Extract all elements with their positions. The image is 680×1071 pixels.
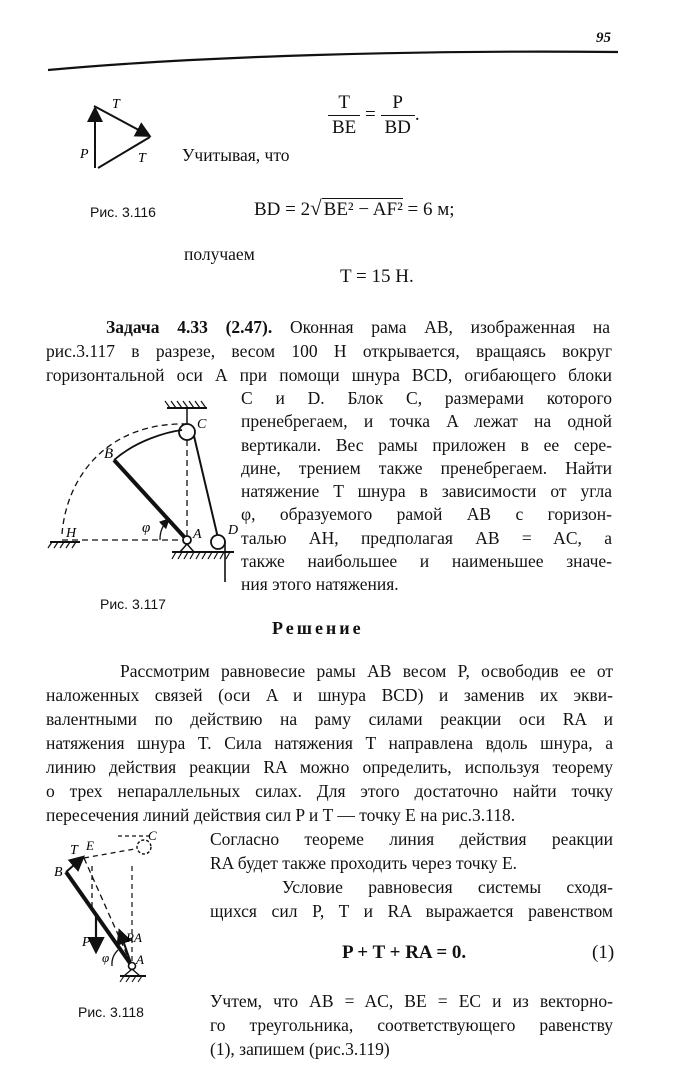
problem-first-line [106, 316, 610, 340]
t-result: T = 15 H. [340, 266, 414, 287]
page-number: 95 [596, 30, 611, 46]
problem-line-6: дине, трением также пренебрегаем. Найти [241, 458, 612, 478]
equation-number: (1) [592, 942, 615, 963]
problem-line-10: также наибольшее и наименьшее значе- [241, 551, 612, 571]
label-b: B [104, 446, 114, 462]
problem-line-9: талью AH, предполагая AB = AC, а [241, 528, 612, 548]
closing-line-1: го треугольника, соответствующего равенству [210, 1015, 613, 1035]
solution-line-9: Условие равновесия системы сходя- [282, 877, 613, 897]
ratio-dot: . [414, 103, 420, 125]
label-e-118: E [86, 838, 94, 853]
cord-cd [194, 436, 218, 538]
solution-line-4: линию действия реакции RA можно определить, используя теорему [46, 757, 613, 777]
problem-line-0: Оконная рама AB, изображенная на [272, 317, 610, 337]
frac-left-den: BE [332, 117, 357, 138]
bd-rhs: = 6 м; [402, 199, 455, 220]
label-ra-118: RA [126, 930, 142, 945]
problem-line-7: натяжение T шнура в зависимости от угла [241, 481, 612, 501]
frame-ab-118 [66, 872, 132, 966]
problem-line-3: C и D. Блок C, размерами которого [241, 388, 612, 408]
closing-line-0: Учтем, что AB = AC, BE = EC и из векторно- [210, 991, 613, 1011]
figure-3-116 [70, 88, 170, 178]
solution-line-0: Рассмотрим равновесие рамы AB весом P, освободив ее от [120, 661, 613, 681]
problem-title: Задача 4.33 (2.47). [106, 317, 273, 337]
obtain-text: получаем [184, 244, 255, 264]
solution-line-6: пересечения линий действия сил P и T — точку E на рис.3.118. [46, 805, 516, 825]
bd-lhs: BD = 2 [254, 199, 311, 220]
hinge-a [183, 536, 191, 544]
label-c: C [197, 417, 207, 432]
bd-formula: BD = 2√ BE² − AF² = 6 м; [254, 196, 455, 220]
frame-ab [114, 460, 187, 540]
problem-line-2: горизонтальной оси А при помощи шнура BCD, огибающего блоки [46, 365, 612, 385]
caption-3-117: Рис. 3.117 [100, 596, 166, 612]
label-a: A [193, 527, 202, 542]
problem-line-8: φ, образуемого рамой AB с горизон- [241, 504, 612, 524]
problem-line-5: вертикали. Вес рамы приложен в ее сере- [241, 435, 612, 455]
label-h: H [66, 526, 77, 541]
problem-line-4: пренебрегаем, и точка A лежат на одной [241, 411, 612, 431]
solution-line-3: натяжения шнура T. Сила натяжения T направлена вдоль шнура, а [46, 733, 613, 753]
frac-right-den: BD [384, 117, 411, 138]
closing-line-2: (1), запишем (рис.3.119) [210, 1039, 390, 1059]
solution-heading: Решение [272, 618, 364, 638]
frac-left-num: T [328, 92, 360, 116]
frac-right-num: P [381, 92, 415, 116]
label-b-118: B [54, 865, 63, 880]
ratio-equation [328, 92, 420, 139]
label-t-118: T [70, 843, 78, 858]
figure-3-117 [42, 392, 242, 592]
force-t-top-arrow [94, 106, 148, 135]
label-p-118: P [82, 935, 91, 950]
problem-line-1: рис.3.117 в разрезе, весом 100 Н открывается, вращаясь вокруг [46, 341, 612, 361]
considering-text: Учитывая, что [182, 145, 290, 165]
label-t-top: T [112, 97, 120, 112]
label-t-right: T [138, 151, 146, 166]
caption-3-118: Рис. 3.118 [78, 1004, 144, 1020]
figure-3-118 [40, 826, 180, 986]
label-c-118: C [148, 828, 157, 843]
solution-line-1: наложенных связей (оси A и шнура BCD) и заменив их экви- [46, 685, 613, 705]
solution-line-10: щихся сил P, T и RA выражается равенством [210, 901, 613, 921]
solution-line-2: валентными по действию на раму силами реакции оси RA и [46, 709, 613, 729]
pulley-d [211, 535, 225, 549]
label-phi: φ [142, 520, 151, 536]
label-p: P [80, 147, 89, 162]
problem-line-11: ния этого натяжения. [241, 574, 399, 594]
label-d: D [228, 523, 239, 538]
solution-line-7: Согласно теореме линия действия реакции [210, 829, 613, 849]
header-rule [0, 0, 680, 80]
label-phi-118: φ [102, 950, 110, 965]
force-t-arrow [66, 858, 82, 872]
solution-line-5: о трех непараллельных силах. Для этого достаточно найти точку [46, 781, 613, 801]
bd-radicand: BE² − AF² [323, 199, 403, 220]
label-a-118: A [136, 952, 144, 967]
pulley-c [179, 424, 195, 440]
caption-3-116: Рис. 3.116 [90, 204, 156, 220]
equilibrium-equation: P + T + RA = 0. [342, 942, 467, 963]
equals-sign: = [365, 103, 376, 125]
solution-line-8: RA будет также проходить через точку E. [210, 853, 518, 873]
